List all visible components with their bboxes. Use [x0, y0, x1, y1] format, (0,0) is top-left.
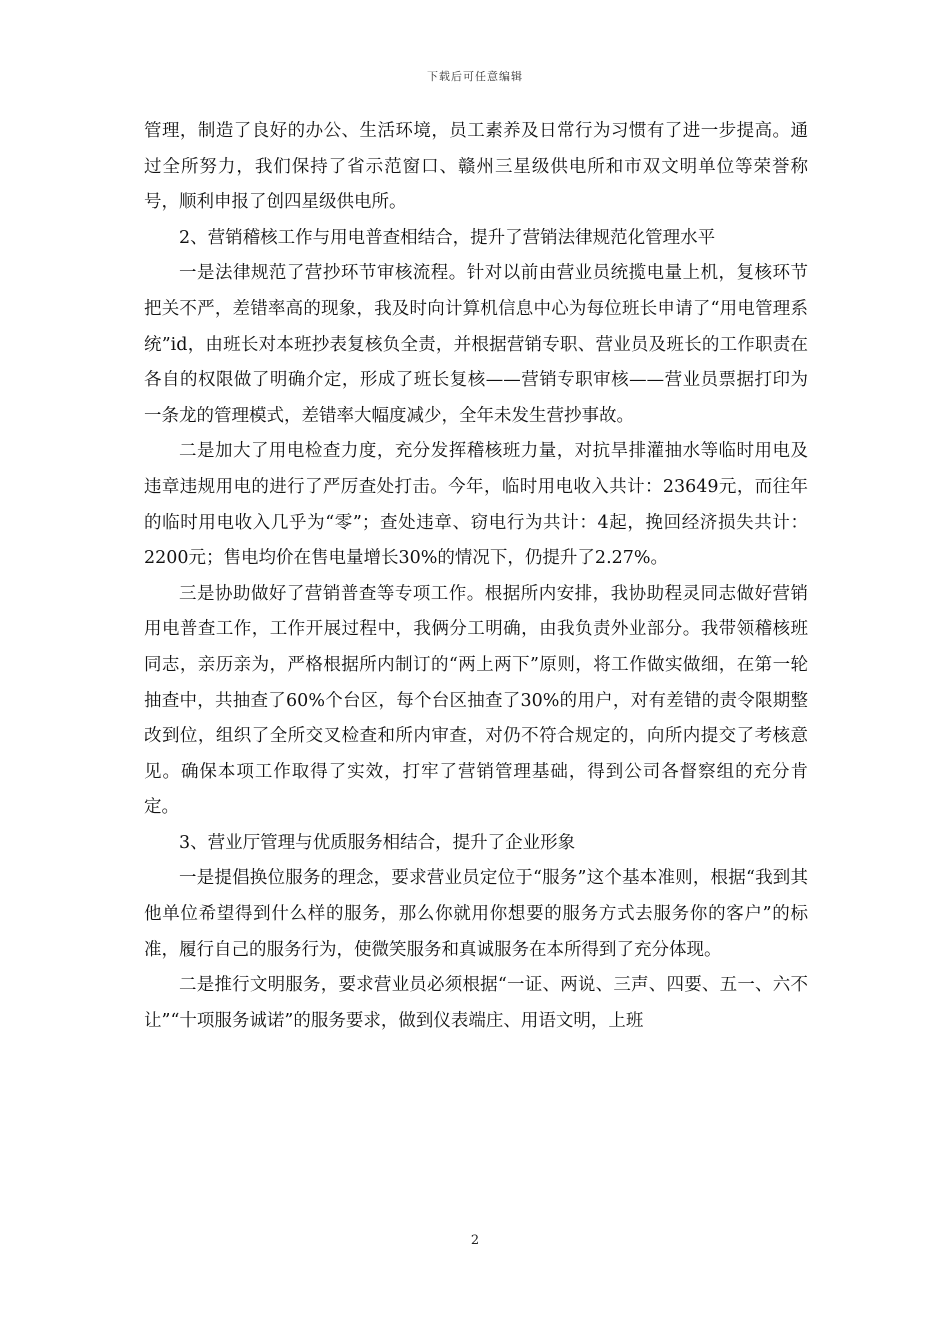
- page-number: 2: [470, 1233, 480, 1248]
- page-header: 下载后可任意编辑: [427, 70, 523, 83]
- paragraph: 一是法律规范了营抄环节审核流程。针对以前由营业员统揽电量上机，复核环节把关不严，差错率高的现象，我及时向计算机信息中心为每位班长申请了“用电管理系统”id，由班长对本班抄表复核负全责，并根据营销专职、营业员及班长的工作职责在各自的权限做了明确介定，形成了班长复核——营销专职审核——营业员票据打印为一条龙的管理模式，差错率大幅度减少，全年未发生营抄事故。: [144, 263, 808, 426]
- document-body: [144, 114, 808, 1039]
- paragraph-continuation: 管理，制造了良好的办公、生活环境，员工素养及日常行为习惯有了进一步提高。通过全所努力，我们保持了省示范窗口、赣州三星级供电所和市双文明单位等荣誉称号，顺利申报了创四星级供电所。: [144, 121, 808, 213]
- paragraph: 一是提倡换位服务的理念，要求营业员定位于“服务”这个基本准则，根据“我到其他单位希望得到什么样的服务，那么你就用你想要的服务方式去服务你的客户”的标准，履行自己的服务行为，使微笑服务和真诚服务在本所得到了充分体现。: [144, 868, 808, 960]
- section-heading-2: 2、营销稽核工作与用电普查相结合，提升了营销法律规范化管理水平: [179, 227, 716, 248]
- paragraph: 二是加大了用电检查力度，充分发挥稽核班力量，对抗旱排灌抽水等临时用电及违章违规用电的进行了严厉查处打击。今年，临时用电收入共计：23649元，而往年的临时用电收入几乎为“零”；查处违章、窃电行为共计：4起，挽回经济损失共计：2200元；售电均价在售电量增长30%的情况下，仍提升了2.27%。: [144, 441, 808, 569]
- paragraph: 二是推行文明服务，要求营业员必须根据“一证、两说、三声、四要、五一、六不让”“十项服务诚诺”的服务要求，做到仪表端庄、用语文明，上班: [144, 975, 808, 1031]
- section-heading-3: 3、营业厅管理与优质服务相结合，提升了企业形象: [179, 832, 576, 853]
- paragraph: 三是协助做好了营销普查等专项工作。根据所内安排，我协助程灵同志做好营销用电普查工作，工作开展过程中，我俩分工明确，由我负责外业部分。我带领稽核班同志，亲历亲为，严格根据所内制订的“两上两下”原则，将工作做实做细，在第一轮抽查中，共抽查了60%个台区，每个台区抽查了30%的用户，对有差错的责令限期整改到位，组织了全所交叉检查和所内审查，对仍不符合规定的，向所内提交了考核意见。确保本项工作取得了实效，打牢了营销管理基础，得到公司各督察组的充分肯定。: [144, 583, 808, 818]
